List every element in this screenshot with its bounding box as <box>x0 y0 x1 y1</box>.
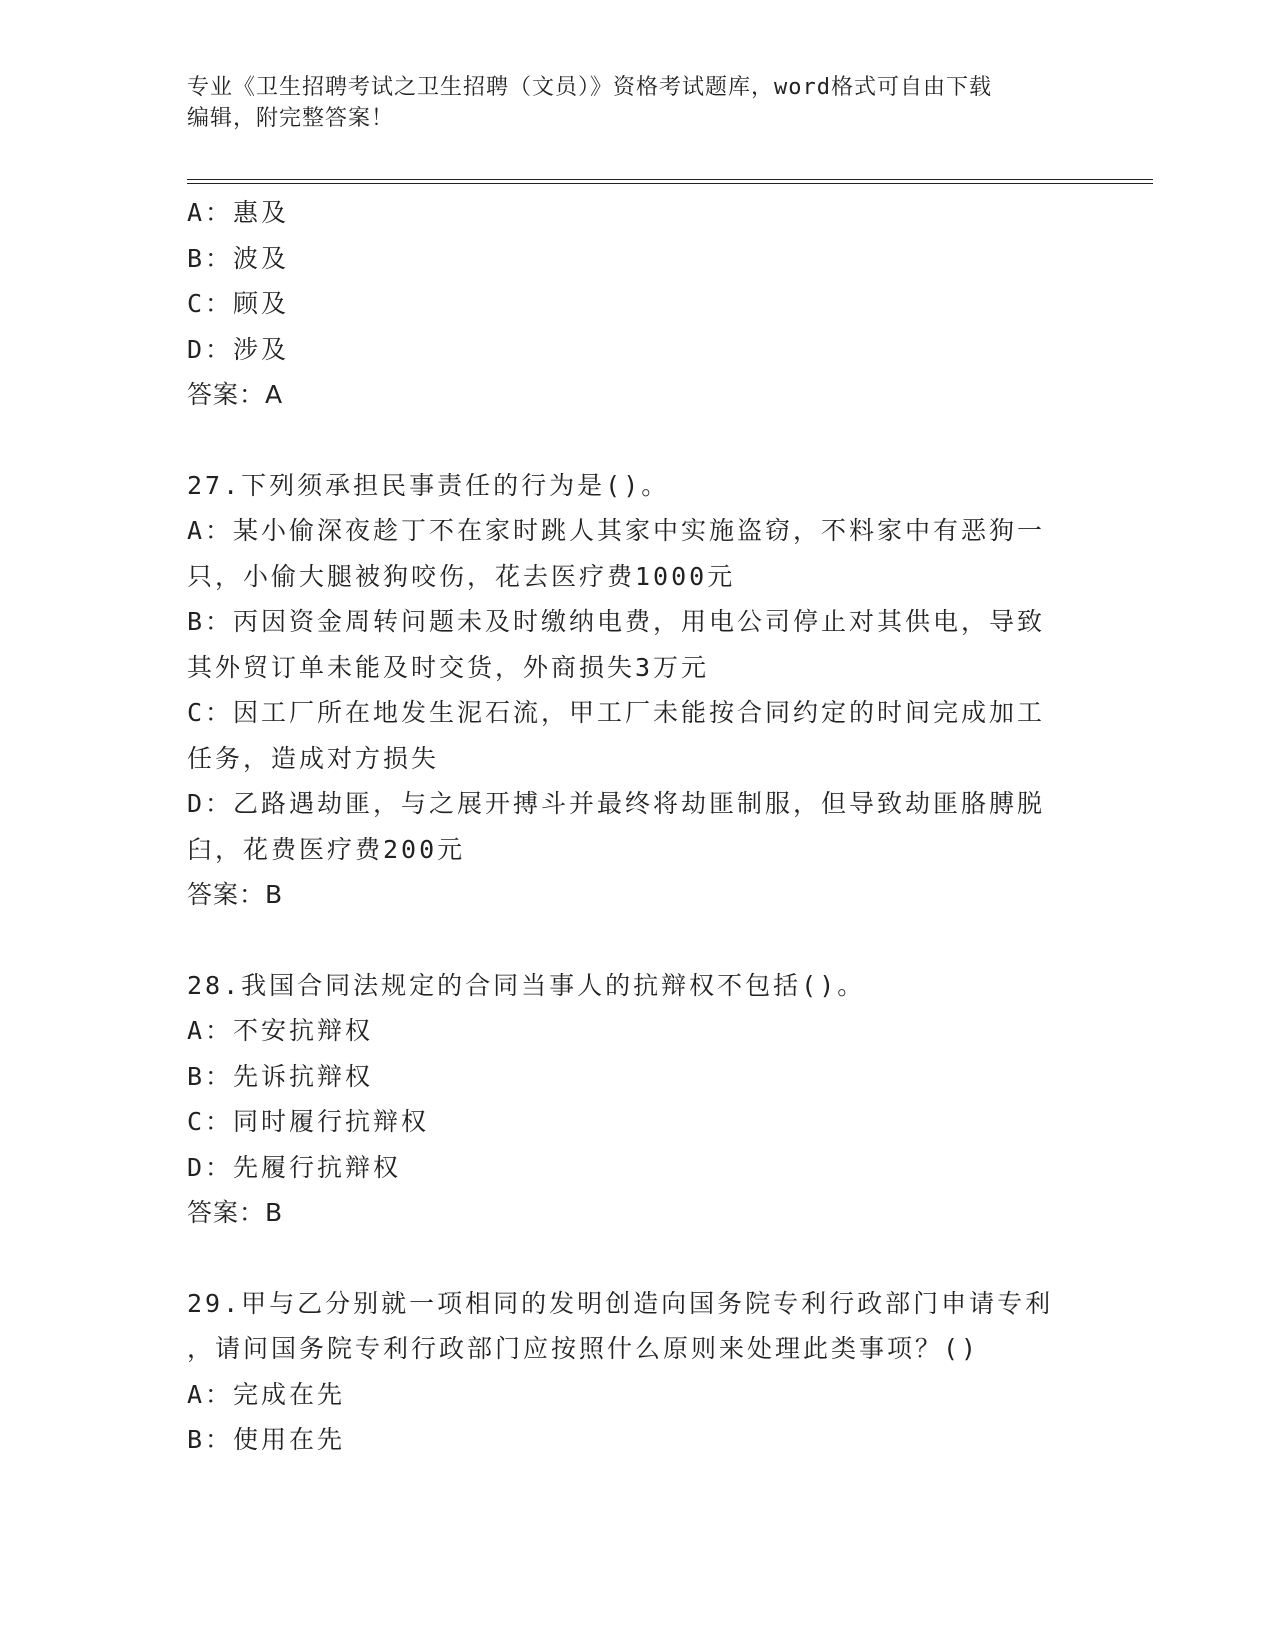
answer-line: 答案：B <box>187 880 284 909</box>
option-a: A：不安抗辩权 <box>187 1016 374 1045</box>
option-a: A：完成在先 <box>187 1379 346 1409</box>
question-28-block <box>187 963 1087 1236</box>
option-c-line-2: 任务，造成对方损失 <box>187 743 440 773</box>
option-b-line-2: 其外贸订单未能及时交货，外商损失3万元 <box>187 652 710 682</box>
option-b: B：使用在先 <box>187 1425 346 1454</box>
option-a-line-1: A：某小偷深夜趁丁不在家时跳人其家中实施盗窃，不料家中有恶狗一 <box>187 516 1046 545</box>
option-b: B：波及 <box>187 243 290 273</box>
header-line-1: 专业《卫生招聘考试之卫生招聘（文员）》资格考试题库，word格式可自由下载 <box>187 75 992 100</box>
answer-line: 答案：B <box>187 1198 284 1227</box>
question-stem: 28.我国合同法规定的合同当事人的抗辩权不包括()。 <box>187 970 866 1000</box>
question-26-block <box>187 190 1087 418</box>
question-content <box>187 190 1087 1463</box>
question-stem-line-2: ，请问国务院专利行政部门应按照什么原则来处理此类事项？() <box>187 1334 980 1363</box>
option-b-line-1: B：丙因资金周转问题未及时缴纳电费，用电公司停止对其供电，导致 <box>187 607 1046 636</box>
option-c-line-1: C：因工厂所在地发生泥石流，甲工厂未能按合同约定的时间完成加工 <box>187 698 1046 727</box>
option-c: C：顾及 <box>187 289 290 318</box>
spacer <box>187 918 1087 963</box>
option-a-line-2: 只，小偷大腿被狗咬伤，花去医疗费1000元 <box>187 561 736 591</box>
spacer <box>187 1236 1087 1281</box>
question-29-block <box>187 1281 1087 1463</box>
option-d-line-1: D：乙路遇劫匪，与之展开搏斗并最终将劫匪制服，但导致劫匪胳膊脱 <box>187 789 1046 818</box>
question-stem: 27.下列须承担民事责任的行为是()。 <box>187 470 670 500</box>
document-header <box>187 72 1067 134</box>
question-stem-line-1: 29.甲与乙分别就一项相同的发明创造向国务院专利行政部门申请专利 <box>187 1288 1054 1318</box>
option-d: D：先履行抗辩权 <box>187 1152 402 1182</box>
header-divider-top <box>187 179 1153 180</box>
header-divider-bottom <box>187 183 1153 184</box>
option-a: A：惠及 <box>187 198 290 227</box>
option-d: D：涉及 <box>187 334 290 364</box>
option-b: B：先诉抗辩权 <box>187 1061 374 1091</box>
answer-line: 答案：A <box>187 380 284 409</box>
question-27-block <box>187 463 1087 918</box>
spacer <box>187 418 1087 463</box>
option-c: C：同时履行抗辩权 <box>187 1107 430 1136</box>
header-line-2: 编辑，附完整答案！ <box>187 106 395 131</box>
option-d-line-2: 臼，花费医疗费200元 <box>187 834 466 864</box>
